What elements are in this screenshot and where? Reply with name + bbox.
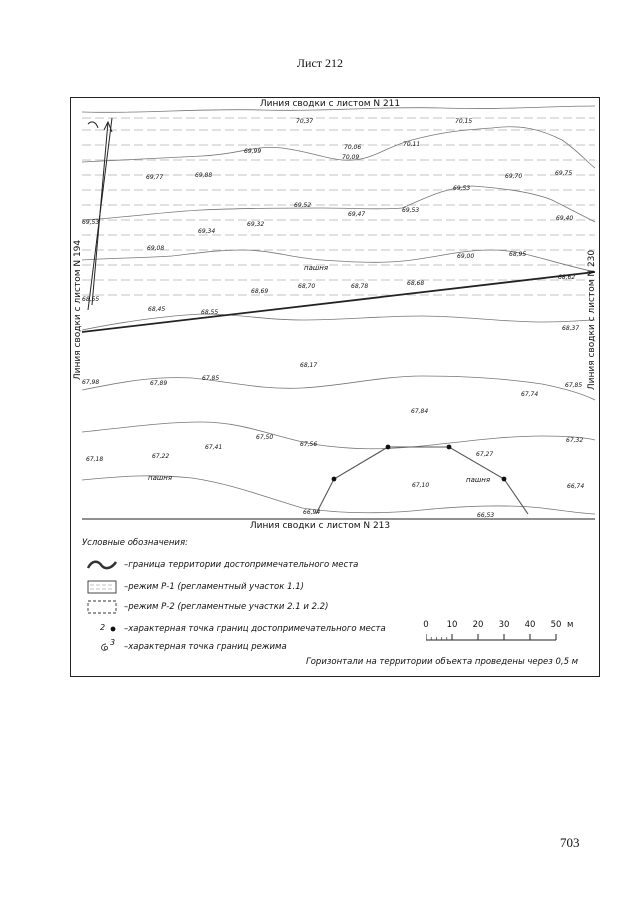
spot-height: 70,06 — [344, 144, 362, 151]
spot-height: 69,70 — [505, 173, 523, 180]
spot-height: 67,10 — [412, 482, 430, 489]
edge-label-bottom: Линия сводки с листом N 213 — [249, 521, 391, 531]
land-use-label: пашня — [466, 476, 491, 484]
legend-item-label: –режим Р-1 (регламентный участок 1.1) — [124, 582, 304, 592]
spot-height: 70,15 — [455, 118, 473, 125]
spot-height: 69,75 — [555, 170, 573, 177]
spot-height: 69,52 — [294, 202, 312, 209]
scale-tick-label: 20 — [472, 620, 484, 630]
spot-height: 68,45 — [148, 306, 166, 313]
spot-height: 67,85 — [565, 382, 583, 389]
spot-height: 69,32 — [247, 221, 265, 228]
spot-height: 69,77 — [146, 174, 164, 181]
spot-height: 67,32 — [566, 437, 584, 444]
spot-height: 70,11 — [403, 141, 421, 148]
spot-height: 67,98 — [82, 379, 100, 386]
scale-tick-label: 0 — [423, 620, 429, 630]
spot-height: 67,18 — [86, 456, 104, 463]
spot-height: 67,85 — [202, 375, 220, 382]
spot-height: 67,27 — [476, 451, 494, 458]
legend-title: Условные обозначения: — [82, 538, 188, 548]
scale-tick-label: 50 — [550, 620, 562, 630]
spot-height: 67,41 — [205, 444, 223, 451]
spot-height: 67,89 — [150, 380, 168, 387]
spot-height: 67,56 — [300, 441, 318, 448]
spot-height: 68,95 — [509, 251, 527, 258]
spot-height: 69,88 — [195, 172, 213, 179]
scale-ruler — [426, 632, 566, 644]
spot-height: 66,94 — [303, 509, 321, 516]
boundary-curve-icon — [86, 558, 120, 572]
spot-height: 69,53 — [82, 219, 100, 226]
spot-height: 69,53 — [402, 207, 420, 214]
spot-height: 68,70 — [298, 283, 316, 290]
spot-height: 68,68 — [407, 280, 425, 287]
land-use-label: пашня — [148, 474, 173, 482]
scale-tick-label: 30 — [498, 620, 510, 630]
spot-height: 67,22 — [152, 453, 170, 460]
regime-p1-swatch-icon — [86, 580, 120, 594]
edge-label-left: Линия сводки с листом N 194 — [73, 239, 83, 381]
spot-height: 66,74 — [567, 483, 585, 490]
spot-height: 69,00 — [457, 253, 475, 260]
edge-label-right: Линия сводки с листом N 230 — [587, 249, 597, 391]
spot-height: 68,55 — [82, 296, 100, 303]
spot-height: 70,37 — [296, 118, 314, 125]
scale-bar — [423, 620, 576, 648]
legend-item-label: –граница территории достопримечательного места — [124, 560, 359, 570]
regime-p2-swatch-icon — [86, 600, 120, 614]
spot-height: 67,74 — [521, 391, 539, 398]
legend-item-label: –характерная точка границ достопримечательного места — [124, 624, 386, 634]
legend — [76, 536, 596, 671]
spot-height: 69,47 — [348, 211, 366, 218]
regime-point-icon: 3 — [86, 640, 120, 654]
edge-label-top: Линия сводки с листом N 211 — [259, 99, 401, 109]
spot-height: 69,40 — [556, 215, 574, 222]
scale-tick-label: 40 — [524, 620, 536, 630]
spot-height: 68,37 — [562, 325, 580, 332]
spot-height: 70,09 — [342, 154, 360, 161]
site-boundary — [316, 447, 528, 514]
spot-height: 69,53 — [453, 185, 471, 192]
spot-height: 68,17 — [300, 362, 318, 369]
spot-height: 68,55 — [201, 309, 219, 316]
spot-height: 68,69 — [251, 288, 269, 295]
scale-tick-label: 10 — [446, 620, 458, 630]
scale-unit: м — [567, 620, 574, 630]
spot-height: 69,08 — [147, 245, 165, 252]
north-arrow — [88, 118, 112, 310]
contour-interval-note: Горизонтали на территории объекта проведены через 0,5 м — [306, 657, 579, 667]
spot-height: 68,62 — [558, 274, 576, 281]
spot-height: 69,99 — [244, 148, 262, 155]
page-number: 703 — [560, 835, 580, 850]
spot-height: 68,78 — [351, 283, 369, 290]
spot-height: 69,34 — [198, 228, 216, 235]
spot-height: 67,50 — [256, 434, 274, 441]
legend-item-label: –режим Р-2 (регламентные участки 2.1 и 2.2) — [124, 602, 329, 612]
regime-boundary-line — [82, 272, 595, 332]
land-use-label: пашня — [304, 264, 329, 272]
spot-height: 66,53 — [477, 512, 495, 519]
legend-item-label: –характерная точка границ режима — [124, 642, 287, 652]
regime-hatching — [82, 118, 595, 295]
site-point-icon: 2 — [86, 622, 120, 636]
sheet-title: Лист 212 — [296, 56, 344, 70]
spot-height: 67,84 — [411, 408, 429, 415]
